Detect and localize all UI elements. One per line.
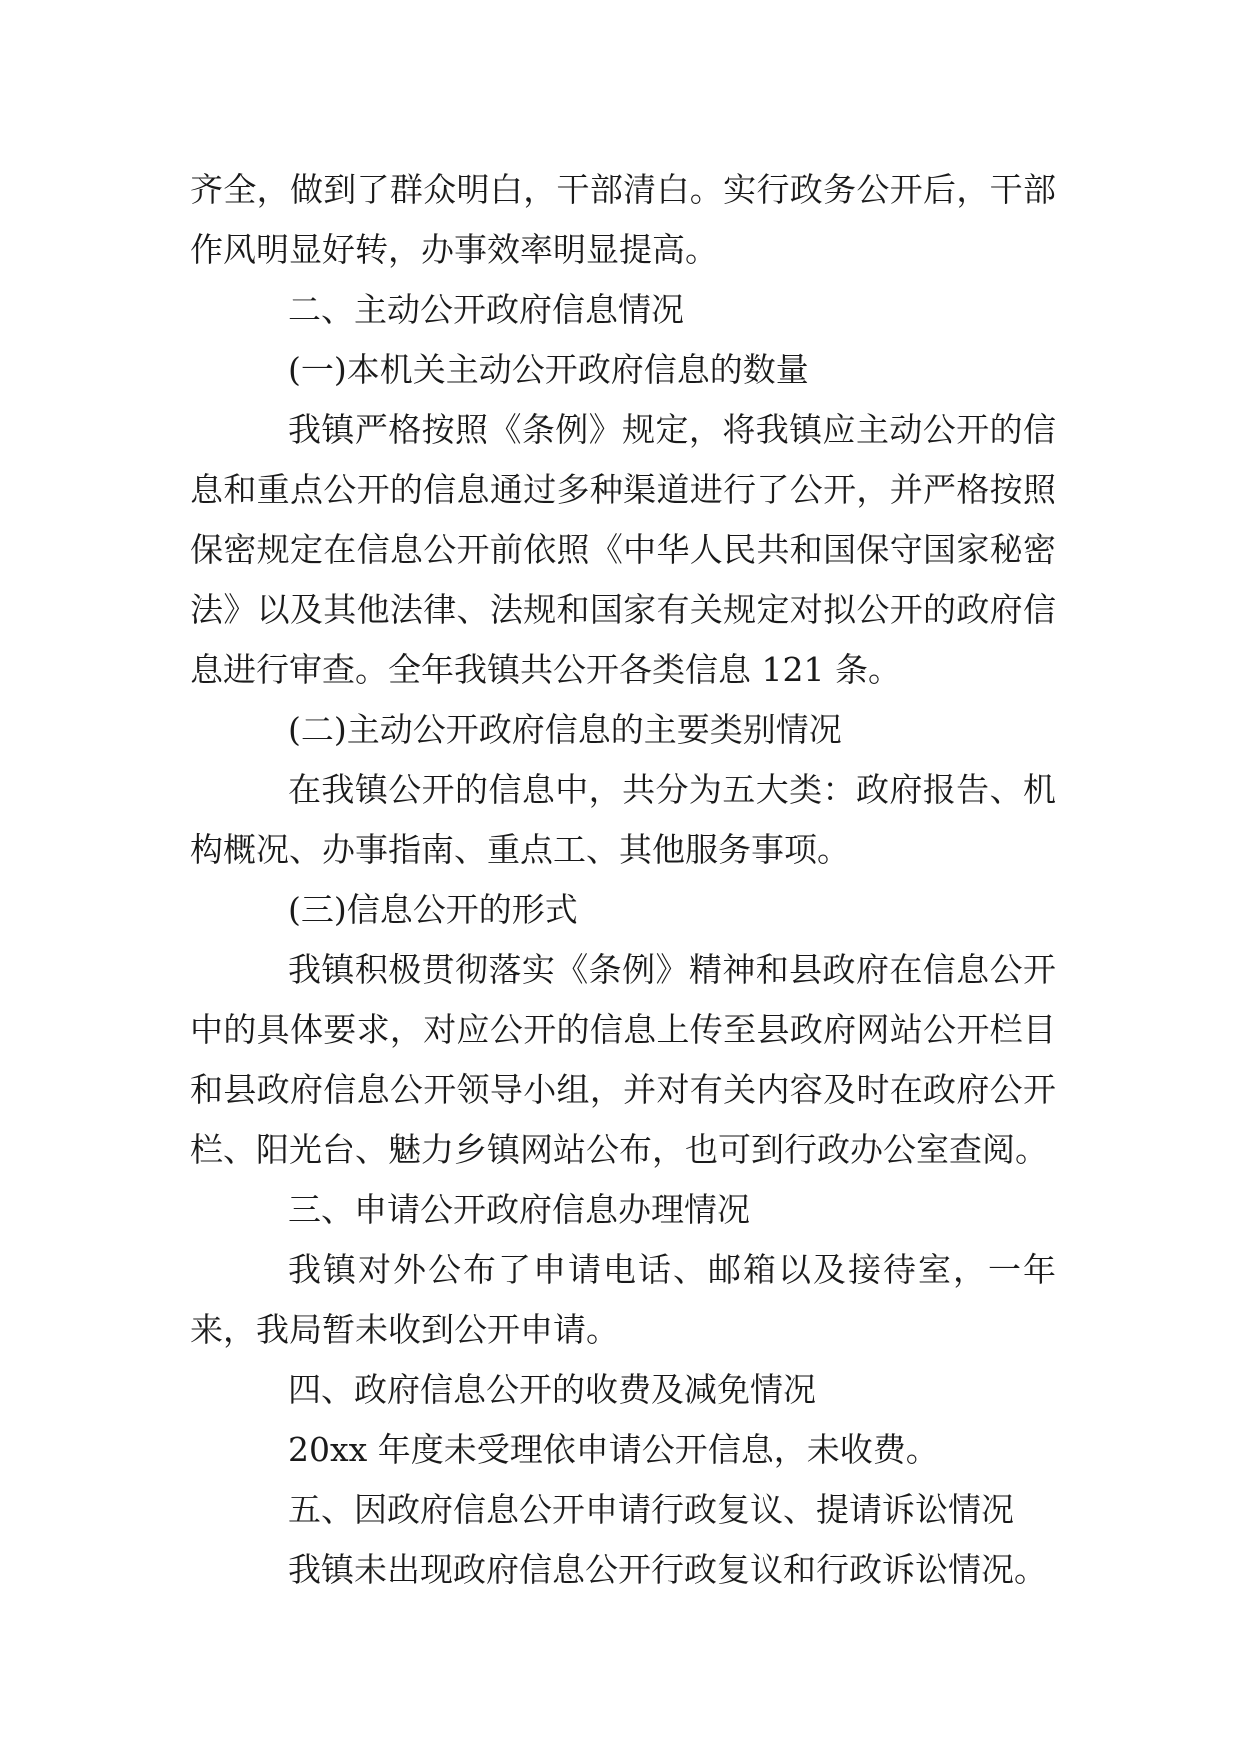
paragraph-fees: 20xx 年度未受理依申请公开信息，未收费。 xyxy=(288,1430,939,1469)
paragraph-info-quantity: 我镇严格按照《条例》规定，将我镇应主动公开的信息和重点公开的信息通过多种渠道进行了公开，并严格按照保密规定在信息公开前依照《中华人民共和国保守国家秘密法》以及其他法律、法规和国家有关规定对拟公开的政府信息进行审查。全年我镇共公开各类信息 121 条。 xyxy=(190,410,1056,689)
paragraph-info-forms: 我镇积极贯彻落实《条例》精神和县政府在信息公开中的具体要求，对应公开的信息上传至县政府网站公开栏目和县政府信息公开领导小组，并对有关内容及时在政府公开栏、阳光台、魅力乡镇网站公布，也可到行政办公室查阅。 xyxy=(190,950,1056,1169)
subsection-heading-1: (一)本机关主动公开政府信息的数量 xyxy=(288,350,809,389)
paragraph-applications: 我镇对外公布了申请电话、邮箱以及接待室，一年来，我局暂未收到公开申请。 xyxy=(190,1250,1056,1349)
paragraph-continuation: 齐全，做到了群众明白，干部清白。实行政务公开后，干部作风明显好转，办事效率明显提高。 xyxy=(190,170,1056,269)
section-heading-3: 三、申请公开政府信息办理情况 xyxy=(288,1190,750,1229)
subsection-heading-3: (三)信息公开的形式 xyxy=(288,890,578,929)
section-heading-2: 二、主动公开政府信息情况 xyxy=(288,290,684,329)
paragraph-review-litigation: 我镇未出现政府信息公开行政复议和行政诉讼情况。 xyxy=(288,1550,1047,1589)
subsection-heading-2: (二)主动公开政府信息的主要类别情况 xyxy=(288,710,842,749)
section-heading-4: 四、政府信息公开的收费及减免情况 xyxy=(288,1370,816,1409)
paragraph-info-categories: 在我镇公开的信息中，共分为五大类：政府报告、机构概况、办事指南、重点工、其他服务事项。 xyxy=(190,770,1056,869)
document-body xyxy=(190,160,1056,1600)
section-heading-5: 五、因政府信息公开申请行政复议、提请诉讼情况 xyxy=(288,1490,1014,1529)
